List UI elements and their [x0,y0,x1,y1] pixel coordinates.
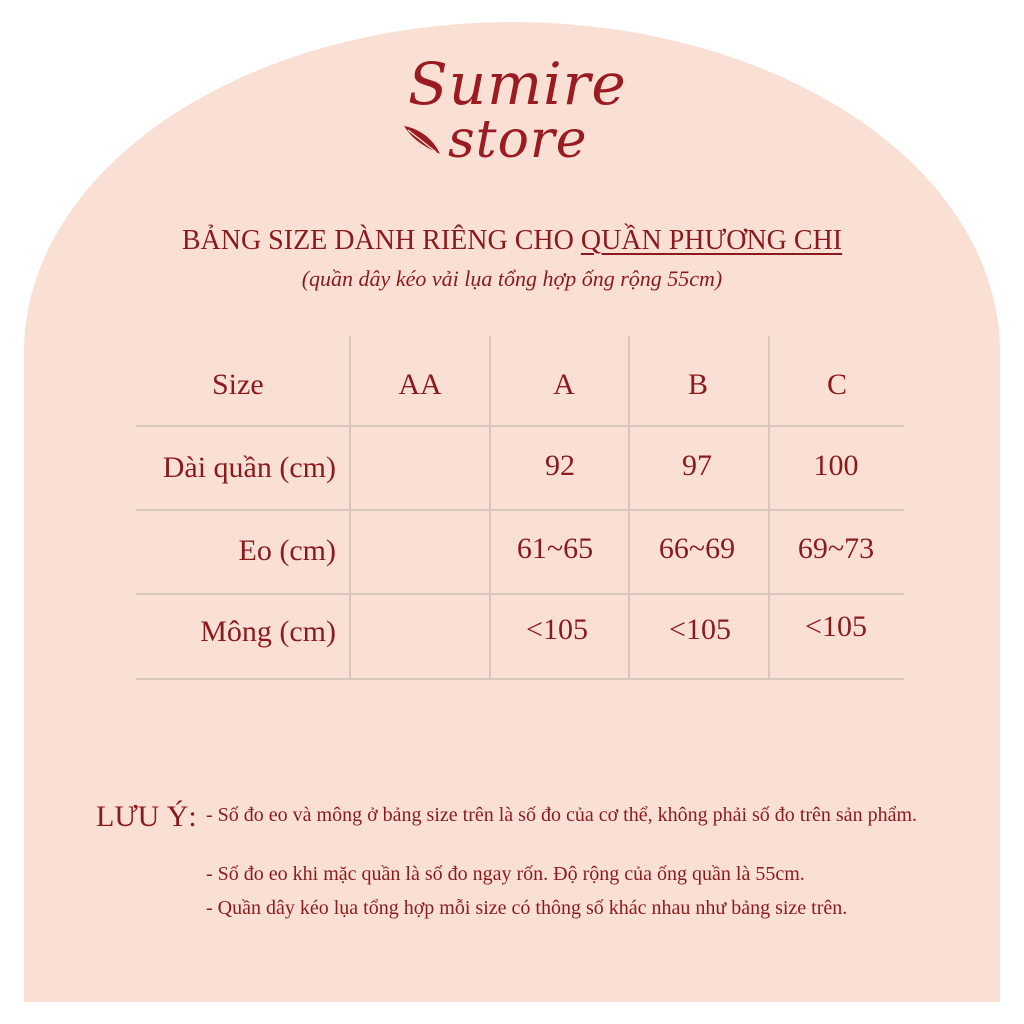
table-row-label: Dài quần (cm) [162,451,336,484]
table-header-c: C [826,368,847,401]
table-cell: <105 [669,613,731,646]
logo-line-1: Sumire [408,50,627,118]
feather-icon [402,122,442,158]
page-title [0,225,1024,257]
table-header-aa: AA [398,368,442,401]
table-cell: 97 [682,449,712,482]
logo-line-2: store [448,110,588,170]
note-item: - Số đo eo khi mặc quần là số đo ngay rốn. Độ rộng của ống quần là 55cm. [206,863,805,885]
table-cell: 100 [813,449,859,482]
note-item: - Số đo eo và mông ở bảng size trên là số đo của cơ thể, không phải số đo trên sản phẩm. [206,804,917,826]
table-cell: 69~73 [797,532,875,565]
table-cell: <105 [526,613,588,646]
table-header-b: B [687,368,708,401]
grid-hline-1 [136,425,904,427]
grid-hline-3 [136,593,904,595]
brand-logo [400,50,640,175]
table-header-a: A [553,368,575,401]
notes-label: LƯU Ý: [96,800,197,833]
table-row-label: Eo (cm) [238,534,336,567]
table-cell: 92 [545,449,575,482]
table-row-label: Mông (cm) [200,615,336,648]
grid-hline-4 [136,678,904,680]
page-subtitle: (quần dây kéo vải lụa tổng hợp ống rộng 55cm) [301,266,723,291]
title-prefix: BẢNG SIZE DÀNH RIÊNG CHO [181,225,581,256]
grid-hline-2 [136,509,904,511]
table-cell: 66~69 [658,532,736,565]
table-cell: 61~65 [516,532,594,565]
note-item: - Quần dây kéo lụa tổng hợp mỗi size có thông số khác nhau như bảng size trên. [206,897,848,919]
table-header-size: Size [212,368,264,401]
table-cell: <105 [805,610,867,643]
title-product: QUẦN PHƯƠNG CHI [580,225,843,256]
